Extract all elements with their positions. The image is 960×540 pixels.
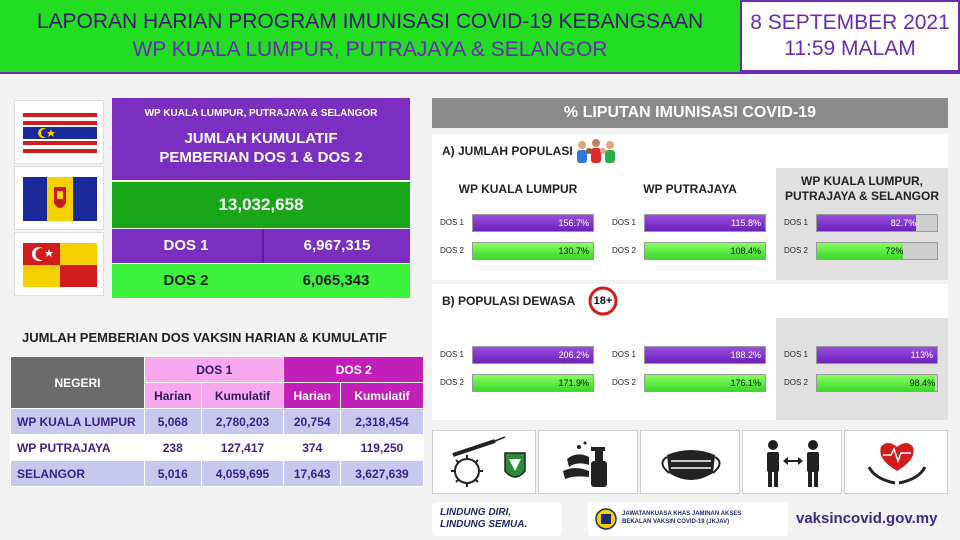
col-title-all bbox=[776, 174, 948, 204]
adult-badge-text: 18+ bbox=[593, 295, 613, 307]
col-dos1-kumulatif: Kumulatif bbox=[201, 383, 284, 409]
putrajaya-flag-icon bbox=[14, 166, 104, 230]
row-negeri: WP PUTRAJAYA bbox=[11, 435, 145, 461]
row-d1-kumulatif: 4,059,695 bbox=[201, 461, 284, 487]
selangor-flag-icon bbox=[14, 232, 104, 296]
col-title-all-line2: PUTRAJAYA & SELANGOR bbox=[784, 189, 940, 203]
face-mask-icon bbox=[640, 430, 740, 494]
coverage-bar-value: 113% bbox=[910, 350, 933, 360]
coverage-bar-value: 115.8% bbox=[731, 218, 761, 228]
row-d1-harian: 238 bbox=[145, 435, 202, 461]
coverage-bar-value: 156.7% bbox=[558, 218, 589, 228]
row-d2-harian: 374 bbox=[284, 435, 341, 461]
col-negeri: NEGERI bbox=[11, 357, 145, 409]
header-divider bbox=[0, 72, 960, 74]
daily-dose-table bbox=[10, 356, 424, 487]
table-row bbox=[11, 409, 424, 435]
dos2-value: 6,065,343 bbox=[302, 272, 370, 289]
row-negeri: SELANGOR bbox=[11, 461, 145, 487]
coverage-bar-a-pj-dos1 bbox=[644, 214, 766, 232]
cumulative-title bbox=[112, 129, 410, 167]
coverage-bar-b-all-dos1 bbox=[816, 346, 938, 364]
vaccine-virus-icon bbox=[432, 430, 536, 494]
coverage-bar-value: 98.4% bbox=[909, 378, 936, 388]
bar-label-dos1: DOS 1 bbox=[784, 218, 809, 227]
col-dos2-harian: Harian bbox=[284, 383, 341, 409]
col-title-kl: WP KUALA LUMPUR bbox=[458, 182, 578, 196]
coverage-bar-b-kl-dos2 bbox=[472, 374, 594, 392]
col-dos2-kumulatif: Kumulatif bbox=[340, 383, 423, 409]
col-dos1-harian: Harian bbox=[145, 383, 202, 409]
cumulative-title-line2: PEMBERIAN DOS 1 & DOS 2 bbox=[159, 149, 363, 166]
table-row bbox=[11, 435, 424, 461]
dos2-label: DOS 2 bbox=[163, 272, 209, 289]
row-d2-kumulatif: 3,627,639 bbox=[340, 461, 423, 487]
coverage-title: % LIPUTAN IMUNISASI COVID-19 bbox=[432, 98, 948, 128]
social-distance-icon bbox=[742, 430, 842, 494]
section-a-label: A) JUMLAH POPULASI bbox=[442, 144, 573, 158]
kuala-lumpur-flag-icon bbox=[14, 100, 104, 164]
report-datetime bbox=[740, 0, 960, 72]
bar-label-dos1: DOS 1 bbox=[784, 350, 809, 359]
cumulative-dos2-row bbox=[112, 264, 410, 298]
bar-label-dos1: DOS 1 bbox=[440, 218, 465, 227]
agency-line2: BEKALAN VAKSIN COVID-19 (JKJAV) bbox=[622, 519, 730, 525]
bar-label-dos2: DOS 2 bbox=[612, 246, 637, 255]
bar-label-dos1: DOS 1 bbox=[612, 350, 637, 359]
dos1-label: DOS 1 bbox=[163, 237, 209, 254]
bar-label-dos2: DOS 2 bbox=[784, 378, 809, 387]
coverage-bar-a-all-dos2 bbox=[816, 242, 938, 260]
bar-label-dos2: DOS 2 bbox=[612, 378, 637, 387]
coverage-bar-a-kl-dos2 bbox=[472, 242, 594, 260]
region-title: WP KUALA LUMPUR, PUTRAJAYA & SELANGOR bbox=[132, 38, 608, 61]
report-date: 8 SEPTEMBER 2021 bbox=[750, 11, 950, 34]
cumulative-region: WP KUALA LUMPUR, PUTRAJAYA & SELANGOR bbox=[144, 108, 378, 119]
col-dos1: DOS 1 bbox=[145, 357, 284, 383]
row-d1-harian: 5,016 bbox=[145, 461, 202, 487]
coverage-bar-b-pj-dos1 bbox=[644, 346, 766, 364]
bar-label-dos2: DOS 2 bbox=[784, 246, 809, 255]
bar-label-dos1: DOS 1 bbox=[612, 218, 637, 227]
coverage-b-kl bbox=[432, 318, 604, 420]
dos1-value: 6,967,315 bbox=[262, 229, 410, 263]
coverage-bar-value: 188.2% bbox=[730, 350, 761, 360]
coverage-bar-b-all-dos2 bbox=[816, 374, 938, 392]
row-d1-kumulatif: 127,417 bbox=[201, 435, 284, 461]
section-a-header bbox=[432, 134, 948, 168]
coverage-bar-a-all-dos1 bbox=[816, 214, 938, 232]
coverage-bar-b-kl-dos1 bbox=[472, 346, 594, 364]
cumulative-title-line1: JUMLAH KUMULATIF bbox=[184, 130, 338, 147]
coverage-bar-value: 82.7% bbox=[890, 218, 917, 228]
table-row bbox=[11, 461, 424, 487]
cumulative-heading bbox=[112, 98, 410, 180]
coverage-bar-value: 108.4% bbox=[730, 246, 761, 256]
col-title-all-line1: WP KUALA LUMPUR, bbox=[801, 174, 923, 188]
section-b-header bbox=[432, 284, 948, 318]
coverage-bar-value: 171.9% bbox=[558, 378, 589, 388]
coverage-bar-value: 130.7% bbox=[558, 246, 589, 256]
header bbox=[0, 0, 960, 74]
report-title: LAPORAN HARIAN PROGRAM IMUNISASI COVID-19 KEBANGSAAN bbox=[36, 10, 704, 33]
col-title-pj: WP PUTRAJAYA bbox=[643, 182, 737, 196]
bar-label-dos2: DOS 2 bbox=[440, 378, 465, 387]
coverage-bar-a-pj-dos2 bbox=[644, 242, 766, 260]
coverage-b-pj bbox=[604, 318, 776, 420]
slogan-line2: LINDUNG SEMUA. bbox=[440, 519, 528, 530]
daily-table-title: JUMLAH PEMBERIAN DOS VAKSIN HARIAN & KUMULATIF bbox=[22, 330, 387, 345]
header-title-banner bbox=[0, 0, 740, 72]
row-d2-kumulatif: 2,318,454 bbox=[340, 409, 423, 435]
coverage-bar-a-kl-dos1 bbox=[472, 214, 594, 232]
coverage-bar-b-pj-dos2 bbox=[644, 374, 766, 392]
jata-negara-icon bbox=[594, 507, 618, 531]
slogan-line1: LINDUNG DIRI, bbox=[440, 507, 512, 518]
slogan-badge bbox=[432, 502, 562, 536]
row-d2-harian: 17,643 bbox=[284, 461, 341, 487]
row-d2-kumulatif: 119,250 bbox=[340, 435, 423, 461]
row-negeri: WP KUALA LUMPUR bbox=[11, 409, 145, 435]
row-d1-harian: 5,068 bbox=[145, 409, 202, 435]
cumulative-total: 13,032,658 bbox=[112, 182, 410, 228]
report-time: 11:59 MALAM bbox=[784, 37, 916, 60]
agency-line1: JAWATANKUASA KHAS JAMINAN AKSES bbox=[622, 511, 742, 517]
section-b-label: B) POPULASI DEWASA bbox=[442, 294, 576, 308]
coverage-bar-value: 176.1% bbox=[730, 378, 761, 388]
coverage-bar-value: 72% bbox=[885, 246, 904, 256]
coverage-b-all bbox=[776, 318, 948, 420]
cumulative-dos1-row bbox=[112, 229, 410, 263]
row-d1-kumulatif: 2,780,203 bbox=[201, 409, 284, 435]
handwash-icon bbox=[538, 430, 638, 494]
coverage-bar-value: 206.2% bbox=[558, 350, 589, 360]
care-heart-icon bbox=[844, 430, 948, 494]
agency-badge bbox=[588, 502, 788, 536]
col-dos2: DOS 2 bbox=[284, 357, 424, 383]
bar-label-dos1: DOS 1 bbox=[440, 350, 465, 359]
website-link[interactable]: vaksincovid.gov.my bbox=[796, 510, 938, 527]
bar-label-dos2: DOS 2 bbox=[440, 246, 465, 255]
row-d2-harian: 20,754 bbox=[284, 409, 341, 435]
crowd-icon bbox=[574, 137, 618, 165]
